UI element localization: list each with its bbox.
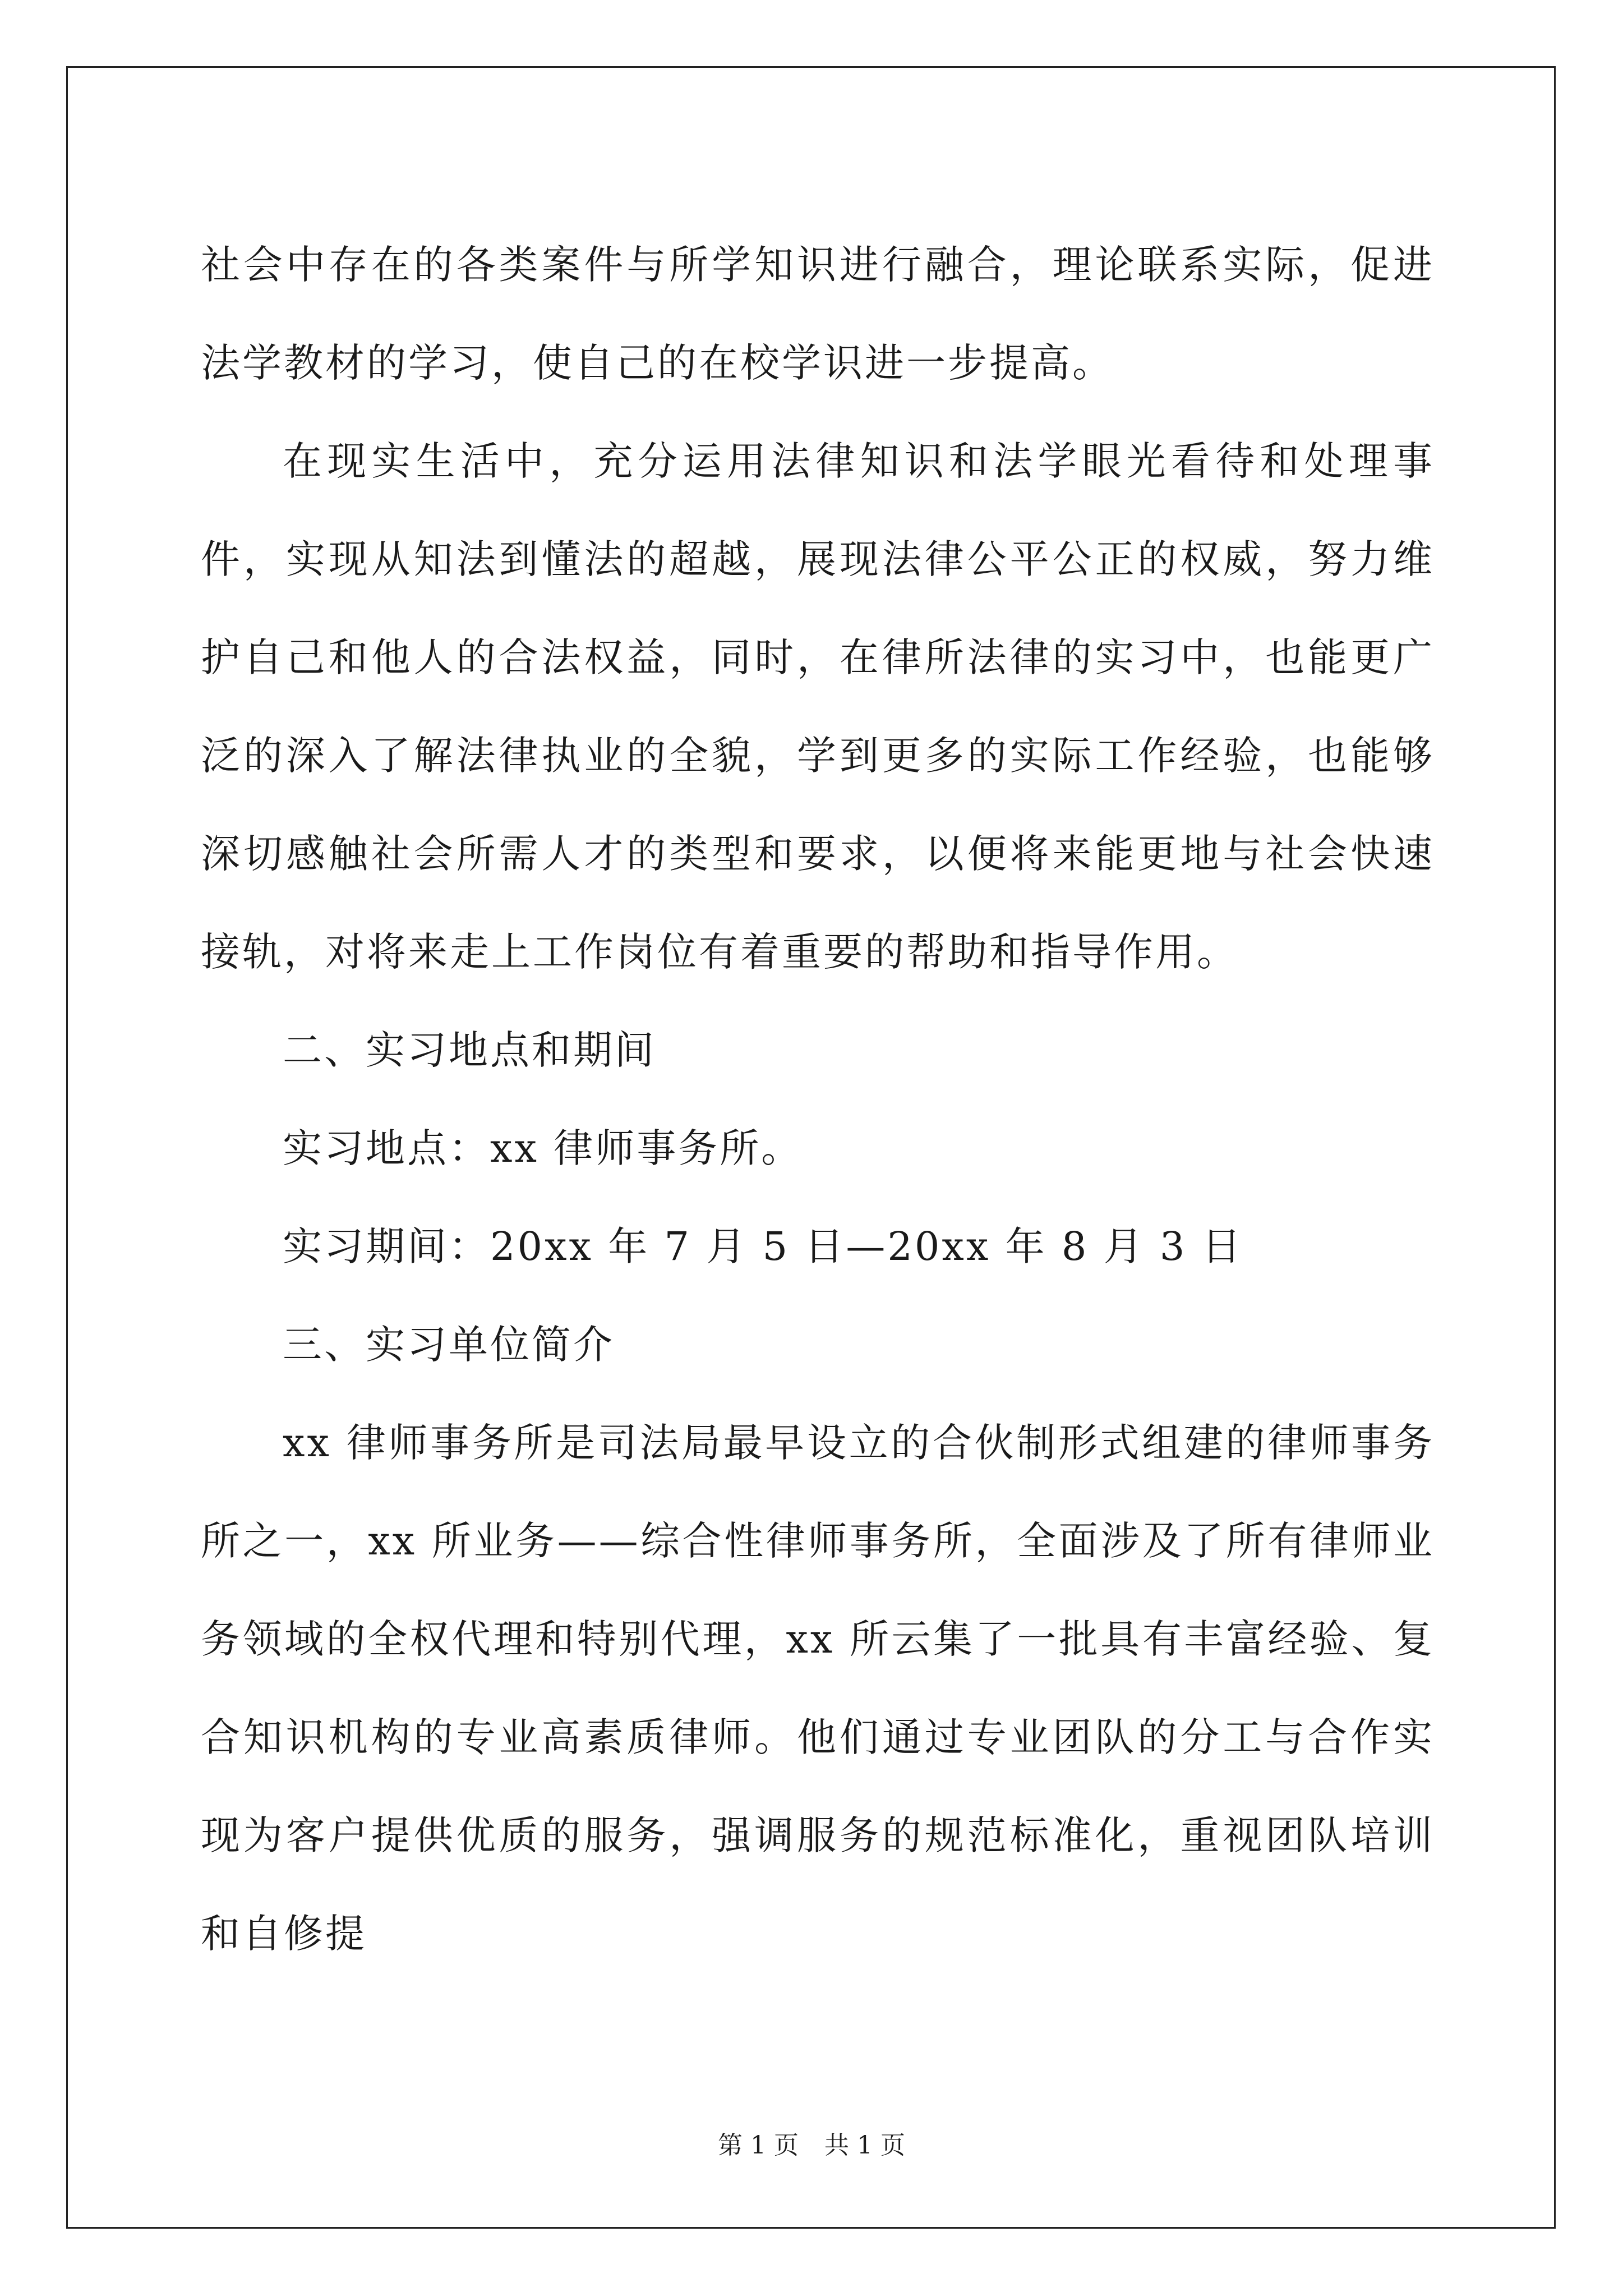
- internship-period: 实习期间：20xx 年 7 月 5 日—20xx 年 8 月 3 日: [283, 1223, 1243, 1269]
- paragraph-1: 社会中存在的各类案件与所学知识进行融合，理论联系实际，促进法学教材的学习，使自己的在校学识进一步提高。: [201, 242, 1435, 386]
- page-footer: [0, 2129, 1623, 2162]
- page-number: 第 1 页: [718, 2131, 799, 2160]
- internship-location: 实习地点：xx 律师事务所。: [283, 1125, 803, 1171]
- section-heading-unit-intro: 三、实习单位简介: [283, 1322, 615, 1368]
- paragraph-2: 在现实生活中，充分运用法律知识和法学眼光看待和处理事件，实现从知法到懂法的超越，展现法律公平公正的权威，努力维护自己和他人的合法权益，同时，在律所法律的实习中，也能更广泛的深入了解法律执业的全貌，学到更多的实际工作经验，也能够深切感触社会所需人才的类型和要求，以便将来能更地与社会快速接轨，对将来走上工作岗位有着重要的帮助和指导作用。: [201, 438, 1435, 975]
- document-body: [201, 216, 1435, 1983]
- section-heading-location-period: 二、实习地点和期间: [283, 1027, 656, 1073]
- paragraph-unit-intro: xx 律师事务所是司法局最早设立的合伙制形式组建的律师事务所之一，xx 所业务——综合性律师事务所，全面涉及了所有律师业务领域的全权代理和特别代理，xx 所云集了一批具有丰富经验、复合知识机构的专业高素质律师。他们通过专业团队的分工与合作实现为客户提供优质的服务，强调服务的规范标准化，重视团队培训和自修提: [201, 1420, 1435, 1957]
- page-total: 共 1 页: [824, 2131, 905, 2160]
